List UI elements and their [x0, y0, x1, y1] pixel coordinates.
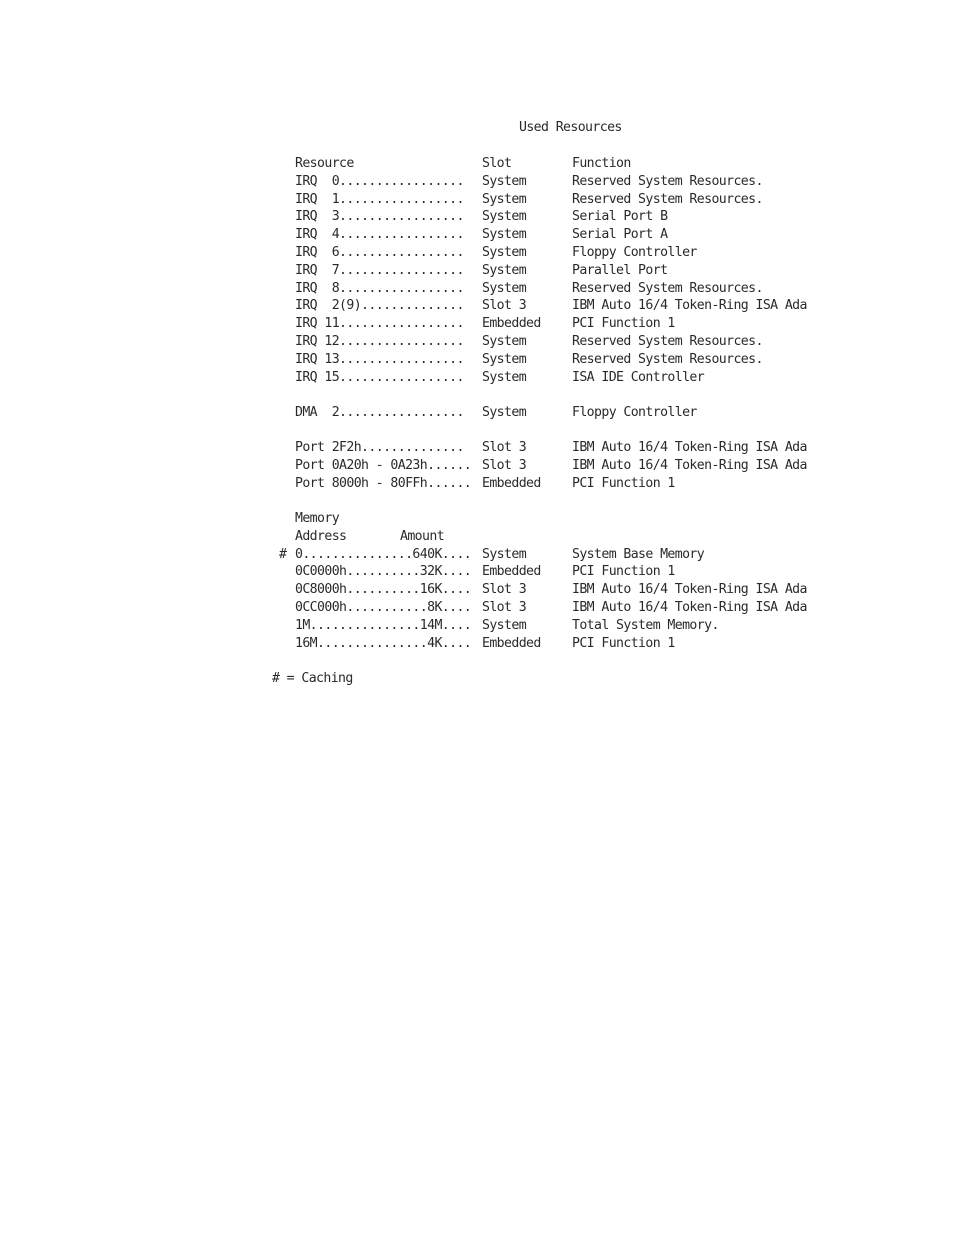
column-header-row	[295, 155, 855, 173]
slot-cell: System	[482, 209, 527, 225]
slot-header: Slot	[482, 156, 512, 171]
function-cell: PCI Function 1	[572, 475, 675, 491]
resource-cell: Port 0A20h - 0A23h......	[295, 457, 472, 473]
function-cell: IBM Auto 16/4 Token-Ring ISA Ada	[572, 582, 807, 598]
function-cell: Reserved System Resources.	[572, 333, 763, 349]
table-row	[295, 439, 855, 457]
table-row	[295, 369, 855, 387]
table-row	[295, 315, 855, 333]
slot-cell: Slot 3	[482, 582, 527, 598]
table-row	[295, 208, 855, 226]
resource-cell: IRQ 2(9)..............	[295, 298, 464, 314]
resource-cell: IRQ 13.................	[295, 351, 464, 367]
table-row	[295, 581, 855, 599]
resource-cell: IRQ 15.................	[295, 369, 464, 385]
function-cell: Reserved System Resources.	[572, 351, 763, 367]
table-row	[295, 280, 855, 298]
slot-cell: System	[482, 173, 527, 189]
resource-cell: IRQ 12.................	[295, 333, 464, 349]
slot-cell: System	[482, 262, 527, 278]
address-header: Address	[295, 528, 347, 544]
resource-cell: IRQ 7.................	[295, 262, 464, 278]
table-row	[295, 173, 855, 191]
table-row	[295, 599, 855, 617]
function-cell: Floppy Controller	[572, 244, 697, 260]
function-cell: IBM Auto 16/4 Token-Ring ISA Ada	[572, 457, 807, 473]
function-cell: Parallel Port	[572, 262, 668, 278]
table-row	[295, 635, 855, 653]
table-row	[295, 351, 855, 369]
table-row	[295, 617, 855, 635]
function-cell: Total System Memory.	[572, 617, 719, 633]
function-cell: PCI Function 1	[572, 316, 675, 332]
table-row	[295, 244, 855, 262]
resource-cell: Port 2F2h..............	[295, 440, 464, 455]
page-title: Used Resources	[519, 120, 622, 135]
slot-cell: System	[482, 191, 527, 207]
resource-cell: IRQ 6.................	[295, 244, 464, 260]
resource-header: Resource	[295, 156, 354, 171]
resource-cell: 0C8000h..........16K....	[295, 582, 472, 598]
table-row	[295, 563, 855, 581]
memory-section	[279, 510, 855, 652]
table-row	[295, 191, 855, 209]
function-cell: Reserved System Resources.	[572, 173, 763, 189]
port-section	[295, 439, 855, 492]
slot-cell: Embedded	[482, 475, 541, 491]
resource-cell: 0...............640K....	[295, 546, 472, 562]
resource-cell: IRQ 0.................	[295, 173, 464, 189]
table-row	[295, 475, 855, 493]
table-row	[279, 546, 855, 564]
slot-cell: Embedded	[482, 635, 541, 651]
slot-cell: System	[482, 280, 527, 296]
table-row	[295, 226, 855, 244]
slot-cell: System	[482, 617, 527, 633]
table-row	[295, 333, 855, 351]
function-cell: Reserved System Resources.	[572, 280, 763, 296]
slot-cell: System	[482, 351, 527, 367]
resource-cell: 16M...............4K....	[295, 635, 472, 651]
slot-cell: System	[482, 405, 527, 420]
table-row	[295, 457, 855, 475]
slot-cell: Slot 3	[482, 457, 527, 473]
table-row	[295, 262, 855, 280]
amount-header: Amount	[400, 528, 445, 544]
function-cell: Reserved System Resources.	[572, 191, 763, 207]
irq-section	[295, 155, 855, 386]
function-cell: Serial Port B	[572, 209, 668, 225]
resource-cell: IRQ 11.................	[295, 316, 464, 332]
function-cell: Floppy Controller	[572, 405, 697, 420]
resource-cell: IRQ 8.................	[295, 280, 464, 296]
slot-cell: System	[482, 227, 527, 243]
memory-heading: Memory	[295, 511, 340, 526]
slot-cell: System	[482, 546, 527, 562]
slot-cell: System	[482, 333, 527, 349]
function-cell: IBM Auto 16/4 Token-Ring ISA Ada	[572, 440, 807, 455]
caching-footnote: # = Caching	[272, 671, 353, 686]
resource-cell: 0CC000h...........8K....	[295, 599, 472, 615]
slot-cell: System	[482, 369, 527, 385]
resource-cell: IRQ 4.................	[295, 227, 464, 243]
slot-cell: Embedded	[482, 564, 541, 580]
slot-cell: Embedded	[482, 316, 541, 332]
dma-section	[295, 404, 855, 422]
resource-cell: Port 8000h - 80FFh......	[295, 475, 472, 491]
memory-heading-row	[295, 510, 855, 528]
slot-cell: Slot 3	[482, 298, 527, 314]
table-row	[295, 297, 855, 315]
memory-subheader-row	[295, 528, 855, 546]
resource-cell: 0C0000h..........32K....	[295, 564, 472, 580]
table-row	[295, 404, 855, 422]
function-cell: IBM Auto 16/4 Token-Ring ISA Ada	[572, 298, 807, 314]
function-cell: System Base Memory	[572, 546, 705, 562]
function-cell: Serial Port A	[572, 227, 668, 243]
caching-mark: #	[279, 546, 287, 562]
slot-cell: Slot 3	[482, 440, 527, 455]
resource-cell: IRQ 1.................	[295, 191, 464, 207]
slot-cell: System	[482, 244, 527, 260]
function-cell: PCI Function 1	[572, 635, 675, 651]
function-cell: ISA IDE Controller	[572, 369, 705, 385]
slot-cell: Slot 3	[482, 599, 527, 615]
function-header: Function	[572, 156, 631, 171]
function-cell: IBM Auto 16/4 Token-Ring ISA Ada	[572, 599, 807, 615]
resource-cell: DMA 2.................	[295, 405, 464, 420]
resource-cell: 1M...............14M....	[295, 617, 472, 633]
resource-cell: IRQ 3.................	[295, 209, 464, 225]
function-cell: PCI Function 1	[572, 564, 675, 580]
